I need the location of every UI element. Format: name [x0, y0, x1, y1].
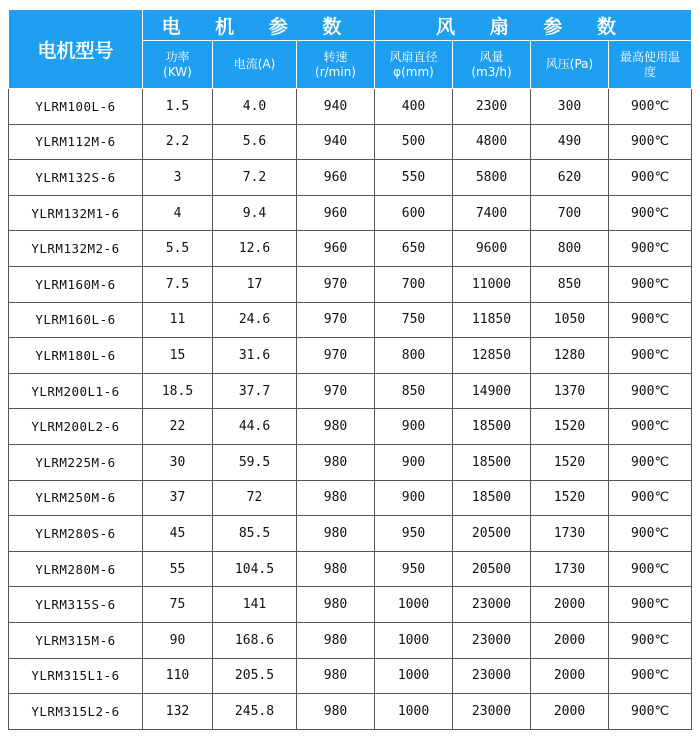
pressure-cell: 2000 — [531, 658, 609, 694]
current-cell: 12.6 — [213, 231, 297, 267]
power-cell: 5.5 — [143, 231, 213, 267]
table-row — [9, 160, 692, 196]
max-temp-cell: 900℃ — [609, 480, 692, 516]
power-cell: 30 — [143, 444, 213, 480]
airflow-column-header: 风量 (m3/h) — [453, 41, 531, 89]
model-cell: YLRM160M-6 — [9, 266, 143, 302]
current-cell: 59.5 — [213, 444, 297, 480]
pressure-column-header: 风压(Pa) — [531, 41, 609, 89]
model-cell: YLRM315S-6 — [9, 587, 143, 623]
motor-params-header: 电 机 参 数 — [143, 10, 375, 41]
speed-cell: 960 — [297, 231, 375, 267]
pressure-cell: 490 — [531, 124, 609, 160]
fan-diameter-cell: 900 — [375, 480, 453, 516]
max-temp-cell: 900℃ — [609, 195, 692, 231]
table-row — [9, 266, 692, 302]
max-temp-cell: 900℃ — [609, 302, 692, 338]
table-row — [9, 658, 692, 694]
airflow-cell: 23000 — [453, 622, 531, 658]
fan-diameter-cell: 550 — [375, 160, 453, 196]
airflow-cell: 9600 — [453, 231, 531, 267]
current-cell: 245.8 — [213, 694, 297, 730]
speed-cell: 940 — [297, 124, 375, 160]
max-temp-cell: 900℃ — [609, 658, 692, 694]
pressure-cell: 850 — [531, 266, 609, 302]
header-group-row — [9, 10, 692, 41]
max-temp-cell: 900℃ — [609, 409, 692, 445]
airflow-cell: 7400 — [453, 195, 531, 231]
table-row — [9, 480, 692, 516]
current-cell: 85.5 — [213, 516, 297, 552]
speed-cell: 980 — [297, 409, 375, 445]
pressure-cell: 2000 — [531, 694, 609, 730]
speed-cell: 970 — [297, 338, 375, 374]
current-cell: 37.7 — [213, 373, 297, 409]
current-column-header: 电流(A) — [213, 41, 297, 89]
airflow-cell: 11000 — [453, 266, 531, 302]
table-row — [9, 444, 692, 480]
max-temp-cell: 900℃ — [609, 231, 692, 267]
fan-diameter-cell: 750 — [375, 302, 453, 338]
table-row — [9, 302, 692, 338]
power-cell: 4 — [143, 195, 213, 231]
table-row — [9, 338, 692, 374]
motor-fan-spec-table — [8, 9, 692, 730]
fan-diameter-cell: 600 — [375, 195, 453, 231]
table-row — [9, 409, 692, 445]
speed-cell: 980 — [297, 444, 375, 480]
current-cell: 104.5 — [213, 551, 297, 587]
airflow-cell: 2300 — [453, 89, 531, 125]
model-cell: YLRM132M2-6 — [9, 231, 143, 267]
model-cell: YLRM112M-6 — [9, 124, 143, 160]
max-temp-cell: 900℃ — [609, 587, 692, 623]
pressure-cell: 1520 — [531, 409, 609, 445]
power-cell: 1.5 — [143, 89, 213, 125]
table-row — [9, 373, 692, 409]
power-cell: 22 — [143, 409, 213, 445]
max-temp-cell: 900℃ — [609, 266, 692, 302]
pressure-cell: 800 — [531, 231, 609, 267]
airflow-cell: 4800 — [453, 124, 531, 160]
pressure-cell: 1520 — [531, 480, 609, 516]
power-cell: 11 — [143, 302, 213, 338]
fan-diameter-cell: 1000 — [375, 587, 453, 623]
speed-cell: 980 — [297, 694, 375, 730]
airflow-cell: 18500 — [453, 444, 531, 480]
table-row — [9, 587, 692, 623]
pressure-cell: 2000 — [531, 622, 609, 658]
fan-diameter-cell: 500 — [375, 124, 453, 160]
speed-cell: 960 — [297, 160, 375, 196]
pressure-cell: 1520 — [531, 444, 609, 480]
power-cell: 15 — [143, 338, 213, 374]
airflow-cell: 20500 — [453, 516, 531, 552]
speed-cell: 980 — [297, 587, 375, 623]
airflow-cell: 5800 — [453, 160, 531, 196]
fan-params-header: 风 扇 参 数 — [375, 10, 692, 41]
max-temp-cell: 900℃ — [609, 694, 692, 730]
model-cell: YLRM250M-6 — [9, 480, 143, 516]
current-cell: 24.6 — [213, 302, 297, 338]
max-temp-cell: 900℃ — [609, 444, 692, 480]
current-cell: 7.2 — [213, 160, 297, 196]
airflow-cell: 23000 — [453, 587, 531, 623]
pressure-cell: 1050 — [531, 302, 609, 338]
current-cell: 31.6 — [213, 338, 297, 374]
speed-cell: 980 — [297, 516, 375, 552]
fan-diameter-cell: 650 — [375, 231, 453, 267]
max-temp-cell: 900℃ — [609, 622, 692, 658]
current-cell: 4.0 — [213, 89, 297, 125]
model-cell: YLRM315M-6 — [9, 622, 143, 658]
pressure-cell: 620 — [531, 160, 609, 196]
power-cell: 55 — [143, 551, 213, 587]
model-cell: YLRM100L-6 — [9, 89, 143, 125]
current-cell: 5.6 — [213, 124, 297, 160]
speed-cell: 960 — [297, 195, 375, 231]
fan-diameter-cell: 1000 — [375, 622, 453, 658]
fan-diameter-cell: 700 — [375, 266, 453, 302]
model-cell: YLRM132M1-6 — [9, 195, 143, 231]
current-cell: 205.5 — [213, 658, 297, 694]
table-row — [9, 231, 692, 267]
model-cell: YLRM225M-6 — [9, 444, 143, 480]
fan-diameter-cell: 1000 — [375, 694, 453, 730]
airflow-cell: 20500 — [453, 551, 531, 587]
speed-column-header: 转速 (r/min) — [297, 41, 375, 89]
max-temp-cell: 900℃ — [609, 160, 692, 196]
current-cell: 44.6 — [213, 409, 297, 445]
model-cell: YLRM200L1-6 — [9, 373, 143, 409]
fan-diameter-cell: 800 — [375, 338, 453, 374]
airflow-cell: 14900 — [453, 373, 531, 409]
power-cell: 37 — [143, 480, 213, 516]
speed-cell: 980 — [297, 658, 375, 694]
model-column-header: 电机型号 — [9, 10, 143, 89]
pressure-cell: 300 — [531, 89, 609, 125]
speed-cell: 940 — [297, 89, 375, 125]
max-temp-column-header: 最高使用温 度 — [609, 41, 692, 89]
table-row — [9, 195, 692, 231]
power-cell: 90 — [143, 622, 213, 658]
model-cell: YLRM280M-6 — [9, 551, 143, 587]
table-row — [9, 124, 692, 160]
airflow-cell: 18500 — [453, 409, 531, 445]
max-temp-cell: 900℃ — [609, 516, 692, 552]
fan-diameter-cell: 900 — [375, 409, 453, 445]
speed-cell: 980 — [297, 551, 375, 587]
fan-diameter-cell: 850 — [375, 373, 453, 409]
airflow-cell: 18500 — [453, 480, 531, 516]
max-temp-cell: 900℃ — [609, 373, 692, 409]
fan-diameter-cell: 950 — [375, 551, 453, 587]
speed-cell: 980 — [297, 622, 375, 658]
fan-diameter-cell: 900 — [375, 444, 453, 480]
table-body — [9, 89, 692, 730]
table-row — [9, 622, 692, 658]
current-cell: 168.6 — [213, 622, 297, 658]
speed-cell: 970 — [297, 373, 375, 409]
fan-diameter-column-header: 风扇直径 φ(mm) — [375, 41, 453, 89]
model-cell: YLRM280S-6 — [9, 516, 143, 552]
fan-diameter-cell: 950 — [375, 516, 453, 552]
model-cell: YLRM180L-6 — [9, 338, 143, 374]
current-cell: 17 — [213, 266, 297, 302]
power-cell: 7.5 — [143, 266, 213, 302]
pressure-cell: 700 — [531, 195, 609, 231]
pressure-cell: 1730 — [531, 516, 609, 552]
power-cell: 3 — [143, 160, 213, 196]
table-row — [9, 89, 692, 125]
power-cell: 45 — [143, 516, 213, 552]
model-cell: YLRM200L2-6 — [9, 409, 143, 445]
pressure-cell: 1730 — [531, 551, 609, 587]
pressure-cell: 2000 — [531, 587, 609, 623]
current-cell: 9.4 — [213, 195, 297, 231]
pressure-cell: 1370 — [531, 373, 609, 409]
airflow-cell: 11850 — [453, 302, 531, 338]
speed-cell: 970 — [297, 266, 375, 302]
model-cell: YLRM160L-6 — [9, 302, 143, 338]
power-cell: 18.5 — [143, 373, 213, 409]
power-cell: 110 — [143, 658, 213, 694]
current-cell: 141 — [213, 587, 297, 623]
speed-cell: 980 — [297, 480, 375, 516]
speed-cell: 970 — [297, 302, 375, 338]
pressure-cell: 1280 — [531, 338, 609, 374]
max-temp-cell: 900℃ — [609, 124, 692, 160]
table-row — [9, 516, 692, 552]
table-row — [9, 694, 692, 730]
fan-diameter-cell: 1000 — [375, 658, 453, 694]
current-cell: 72 — [213, 480, 297, 516]
fan-diameter-cell: 400 — [375, 89, 453, 125]
power-cell: 132 — [143, 694, 213, 730]
airflow-cell: 12850 — [453, 338, 531, 374]
power-column-header: 功率 (KW) — [143, 41, 213, 89]
power-cell: 75 — [143, 587, 213, 623]
table-row — [9, 551, 692, 587]
power-cell: 2.2 — [143, 124, 213, 160]
airflow-cell: 23000 — [453, 694, 531, 730]
airflow-cell: 23000 — [453, 658, 531, 694]
model-cell: YLRM315L1-6 — [9, 658, 143, 694]
max-temp-cell: 900℃ — [609, 551, 692, 587]
max-temp-cell: 900℃ — [609, 338, 692, 374]
model-cell: YLRM315L2-6 — [9, 694, 143, 730]
model-cell: YLRM132S-6 — [9, 160, 143, 196]
max-temp-cell: 900℃ — [609, 89, 692, 125]
